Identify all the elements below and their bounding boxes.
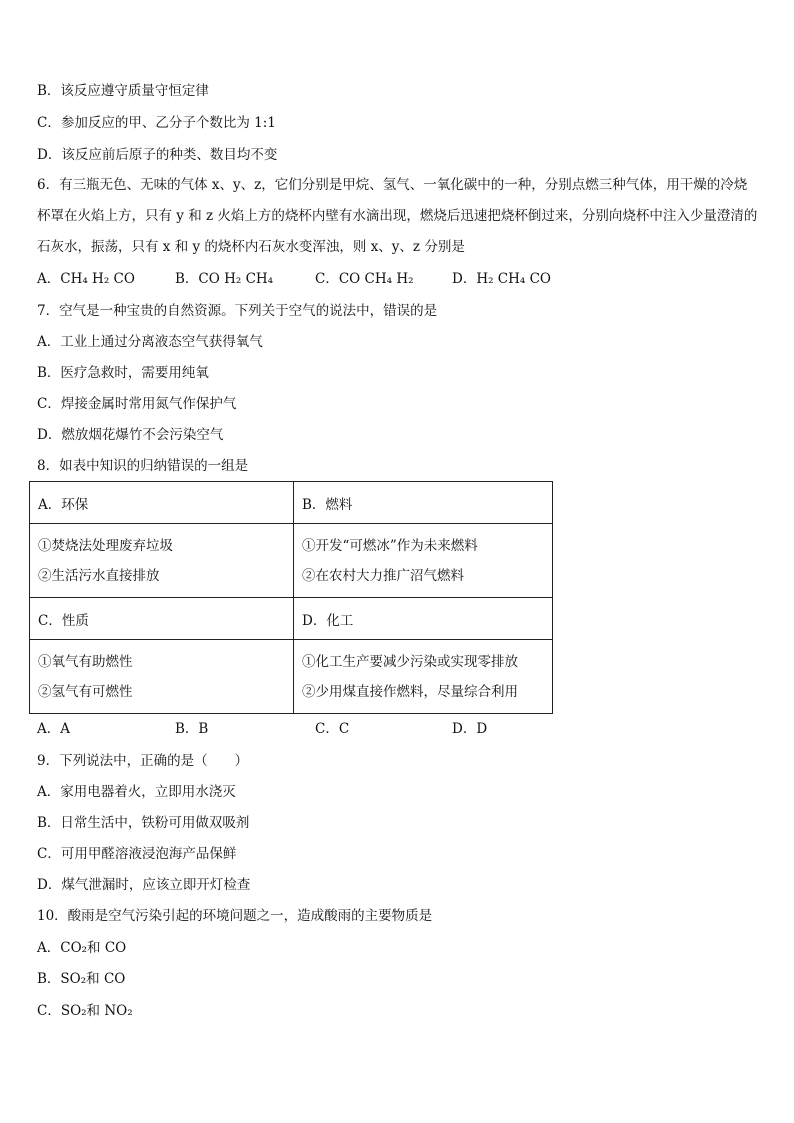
table-cell-c-items: [30, 640, 294, 714]
q10-option-c: C．SO₂和 NO₂: [37, 1003, 133, 1019]
q6-option-b: B．CO H₂ CH₄: [175, 271, 274, 287]
q7-option-a: A．工业上通过分离液态空气获得氧气: [37, 334, 263, 350]
table-item: ①化工生产要减少污染或实现零排放: [302, 653, 518, 670]
table-cell-d-title: D．化工: [294, 598, 553, 640]
table-cell-b-title: B．燃料: [294, 482, 553, 524]
q5-option-d: D．该反应前后原子的种类、数目均不变: [37, 147, 278, 163]
q6-option-a: A．CH₄ H₂ CO: [37, 271, 135, 287]
q10-option-b: B．SO₂和 CO: [37, 971, 126, 987]
table-cell-a-items: [30, 524, 294, 598]
table-cell-d-items: [294, 640, 553, 714]
q9-option-c: C．可用甲醛溶液浸泡海产品保鲜: [37, 846, 237, 862]
q8-option-a: A．A: [37, 721, 70, 737]
q6-options: [37, 270, 759, 288]
q7-option-c: C．焊接金属时常用氮气作保护气: [37, 396, 237, 412]
q6-option-d: D．H₂ CH₄ CO: [452, 271, 552, 287]
q7-stem: 7．空气是一种宝贵的自然资源。下列关于空气的说法中，错误的是: [37, 303, 438, 319]
table-cell-a-title: A．环保: [30, 482, 294, 524]
table-item: ②生活污水直接排放: [38, 567, 160, 584]
q9-stem: 9．下列说法中，正确的是（ ）: [37, 753, 249, 769]
table-item: ②在农村大力推广沼气燃料: [302, 567, 464, 584]
q8-option-d: D．D: [452, 721, 488, 737]
q8-stem: 8．如表中知识的归纳错误的一组是: [37, 458, 249, 474]
q5-option-c: C．参加反应的甲、乙分子个数比为 1:1: [37, 115, 276, 131]
q6-option-c: C．CO CH₄ H₂: [315, 271, 414, 287]
q7-option-b: B．医疗急救时，需要用纯氧: [37, 365, 209, 381]
table-item: ②少用煤直接作燃料，尽量综合利用: [302, 683, 518, 700]
q6-stem: 6．有三瓶无色、无味的气体 x、y、z，它们分别是甲烷、氢气、一氧化碳中的一种，分别点燃三种气体，用干燥的冷烧杯罩在火焰上方，只有 y 和 z 火焰上方的烧杯内壁有水滴出现，燃烧后迅速把烧杯倒过来，分别向烧杯中注入少量澄清的石灰水，振荡，只有 x 和 y 的烧杯内石灰水变浑浊，则 x、y、z 分别是: [37, 177, 758, 255]
q10-option-a: A．CO₂和 CO: [37, 940, 127, 956]
table-cell-b-items: [294, 524, 553, 598]
table-item: ②氢气有可燃性: [38, 683, 133, 700]
table-item: ①焚烧法处理废弃垃圾: [38, 537, 173, 554]
q8-option-b: B．B: [175, 721, 209, 737]
q9-option-d: D．煤气泄漏时，应该立即开灯检查: [37, 877, 251, 893]
q9-option-a: A．家用电器着火，立即用水浇灭: [37, 784, 236, 800]
q8-options: [37, 720, 759, 738]
table-item: ①开发“可燃冰”作为未来燃料: [302, 537, 478, 554]
q10-stem: 10．酸雨是空气污染引起的环境问题之一，造成酸雨的主要物质是: [37, 908, 433, 924]
knowledge-table: [29, 481, 553, 714]
table-item: ①氧气有助燃性: [38, 653, 133, 670]
q5-option-b: B．该反应遵守质量守恒定律: [37, 83, 209, 99]
q9-option-b: B．日常生活中，铁粉可用做双吸剂: [37, 815, 250, 831]
q7-option-d: D．燃放烟花爆竹不会污染空气: [37, 427, 224, 443]
q8-option-c: C．C: [315, 721, 350, 737]
table-cell-c-title: C．性质: [30, 598, 294, 640]
